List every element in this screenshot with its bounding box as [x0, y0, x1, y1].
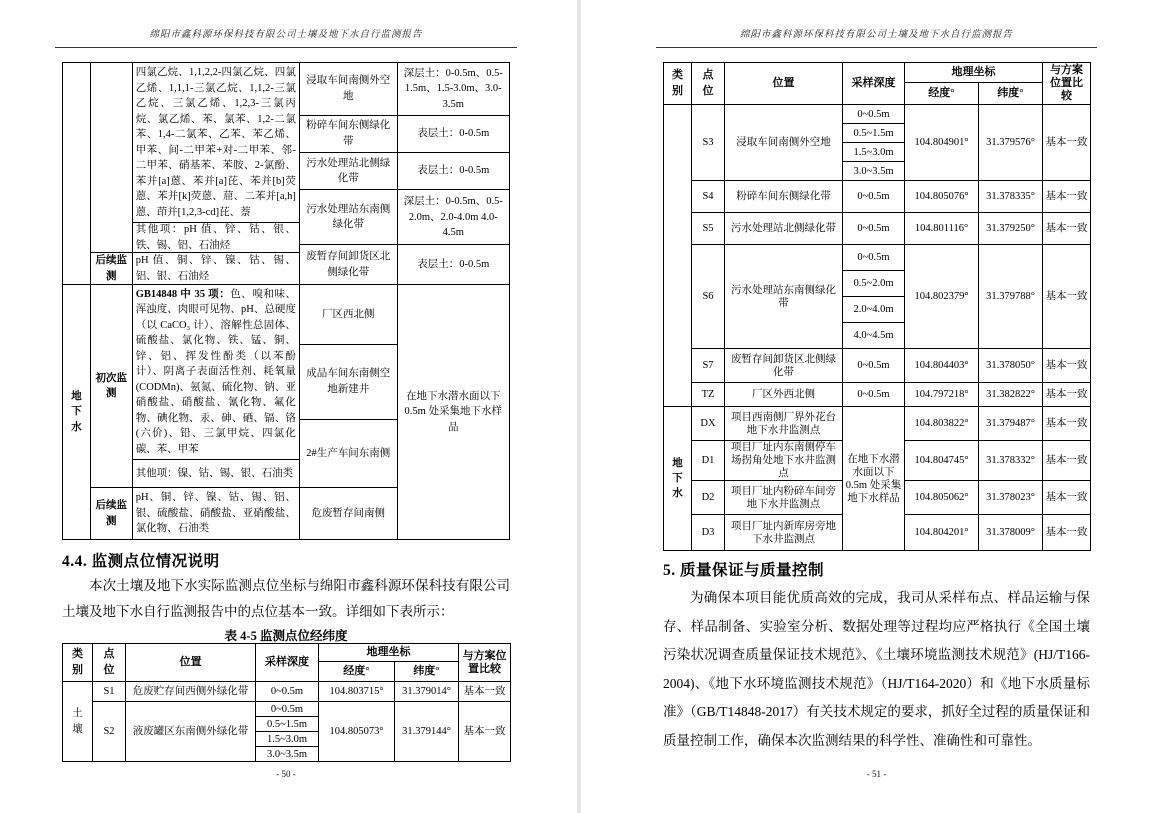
param-cell-gw-followup: pH、铜、锌、镍、钴、锡、铝、银、硫酸盐、硝酸盐、亚硝酸盐、氯化物、石油类 — [135, 492, 296, 535]
column-location — [300, 63, 398, 539]
table-row — [63, 682, 511, 702]
compare: 基本一致 — [459, 702, 511, 762]
depth: 0~0.5m — [843, 213, 905, 245]
header-location: 位置 — [725, 63, 843, 105]
location: 污水处理站东南侧绿化带 — [725, 245, 843, 349]
point-id: S4 — [692, 181, 725, 213]
longitude: 104.805076° — [905, 181, 979, 213]
depth: 2.0~4.0m — [843, 297, 905, 323]
point-id: DX — [692, 407, 725, 441]
param-cell-gw-other: 其他项：镍、钴、锡、银、石油类 — [133, 460, 299, 488]
header-depth: 采样深度 — [256, 644, 319, 682]
page-number: - 51 - — [866, 769, 887, 779]
location: 厂区外西北侧 — [725, 383, 843, 407]
latitude: 31.378050° — [979, 349, 1043, 383]
longitude: 104.805073° — [319, 702, 395, 762]
column-depth — [398, 63, 510, 539]
compare: 基本一致 — [1043, 481, 1091, 515]
longitude: 104.801116° — [905, 213, 979, 245]
header-lat: 纬度° — [395, 662, 459, 682]
longitude: 104.804901° — [905, 105, 979, 181]
category-soil: 土壤 — [63, 682, 93, 762]
compare: 基本一致 — [1043, 383, 1091, 407]
header-point: 点位 — [692, 63, 725, 105]
table-header-row — [664, 63, 1091, 83]
latitude: 31.378023° — [979, 481, 1043, 515]
latitude: 31.379250° — [979, 213, 1043, 245]
compare: 基本一致 — [1043, 245, 1091, 349]
body-paragraph: 为确保本项目能优质高效的完成，我司从采样布点、样品运输与保存、样品制备、实验室分析、数据处理等过程均应严格执行《全国土壤污染状况调查质量保证技术规范》、《土壤环境监测技术规范》(HJ/T166-2004)、《地下水环境监测技术规范》（HJ/T164-2020）和《地下水质量标准》（GB/T14848-2017）有关技术规定的要求，抓好全过程的质量保证和质量控制工作，确保本次监测结果的科学性、准确性和可靠性。 — [663, 590, 1090, 748]
category-cell-groundwater: 地下水 — [71, 391, 82, 433]
body-paragraph: 本次土壤及地下水实际监测点位坐标与绵阳市鑫科源环保科技有限公司土壤及地下水自行监测报告中的点位基本一致。详细如下表所示： — [62, 578, 510, 619]
column-category — [63, 63, 91, 539]
header-geo: 地理坐标 — [905, 63, 1043, 83]
table-row — [664, 407, 1091, 441]
longitude: 104.803715° — [319, 682, 395, 702]
page-header-title: 绵阳市鑫科源环保科技有限公司土壤及地下水自行监测报告 — [55, 26, 517, 48]
location-cell: 2#生产车间东南侧 — [300, 420, 397, 489]
compare: 基本一致 — [1043, 181, 1091, 213]
depth-cell: 表层土：0-0.5m — [398, 245, 510, 285]
point-id: S1 — [93, 682, 126, 702]
header-geo: 地理坐标 — [319, 644, 459, 662]
depth: 3.0~3.5m — [843, 162, 905, 181]
header-depth: 采样深度 — [843, 63, 905, 105]
depth: 1.5~3.0m — [256, 732, 319, 747]
longitude: 104.805062° — [905, 481, 979, 515]
location-cell: 厂区西北侧 — [300, 285, 397, 345]
depth-cell: 表层土：0-0.5m — [398, 153, 510, 191]
location: 项目厂址内新库房旁地下水井监测点 — [725, 515, 843, 551]
param-cell-soil-voc: 四氯乙烷、1,1,2,2-四氯乙烷、四氯乙烯、1,1,1-三氯乙烷、1,1,2-三氯乙烷、三氯乙烯、1,2,3-三氯丙烷、氯乙烯、苯、氯苯、1,2-二氯苯、1,4-二氯苯、乙苯、苯乙烯、甲苯、间-二甲苯+对-二甲苯、邻-二甲苯、硝基苯、苯胺、2-氯酚、苯并[a]蒽、苯并[a]芘、苯并[b]荧蒽、苯并[k]荧蒽、䓛、二苯并[a,h]蒽、茚并[1,2,3-cd]芘、萘 — [133, 63, 299, 223]
compare: 基本一致 — [1043, 349, 1091, 383]
monitoring-scope-table — [62, 62, 510, 540]
location-cell: 粉碎车间东侧绿化带 — [300, 116, 397, 153]
depth-cell: 表层土：0-0.5m — [398, 116, 510, 153]
point-id: D2 — [692, 481, 725, 515]
depth: 0~0.5m — [843, 105, 905, 124]
compare: 基本一致 — [1043, 441, 1091, 481]
table-row — [664, 105, 1091, 124]
stage-cell-empty — [91, 63, 132, 253]
table-row — [664, 245, 1091, 271]
category-groundwater: 地下水 — [664, 407, 692, 551]
latitude: 31.379144° — [395, 702, 459, 762]
longitude: 104.804745° — [905, 441, 979, 481]
point-id: TZ — [692, 383, 725, 407]
table-row — [664, 181, 1091, 213]
category-cell-empty — [63, 63, 90, 285]
table-header-row — [63, 644, 511, 662]
gb-standard-label: GB14848 中 35 项： — [135, 288, 231, 300]
header-compare: 与方案位置比较 — [1043, 63, 1091, 105]
point-id: S7 — [692, 349, 725, 383]
depth-cell-gw-note: 在地下水潜水面以下 0.5m 处采集地下水样品 — [404, 390, 502, 433]
depth-cell: 深层土：0-0.5m、0.5-1.5m、1.5-3.0m、3.0-3.5m — [398, 63, 510, 116]
location-cell: 危废暂存间南侧 — [311, 507, 385, 519]
coords-table-left — [62, 643, 511, 762]
location: 项目西南侧厂界外花台地下水井监测点 — [725, 407, 843, 441]
depth: 0~0.5m — [256, 682, 319, 702]
longitude: 104.797218° — [905, 383, 979, 407]
location-cell: 成品车间东南侧空地新建井 — [300, 345, 397, 420]
depth: 1.5~3.0m — [843, 143, 905, 162]
location: 液废罐区东南侧外绿化带 — [126, 702, 256, 762]
header-category: 类别 — [664, 63, 692, 105]
latitude: 31.378332° — [979, 441, 1043, 481]
table-row — [664, 383, 1091, 407]
depth: 0.5~1.5m — [843, 124, 905, 143]
coords-table-right — [663, 62, 1091, 551]
depth: 0~0.5m — [843, 245, 905, 271]
location: 废暂存间卸货区北侧绿化带 — [725, 349, 843, 383]
stage-cell-followup-gw: 后续监测 — [95, 500, 128, 527]
point-id: D3 — [692, 515, 725, 551]
location: 浸取车间南侧外空地 — [725, 105, 843, 181]
depth-cell: 深层土：0-0.5m、0.5-2.0m、2.0-4.0m 4.0-4.5m — [398, 190, 510, 245]
header-lng: 经度° — [319, 662, 395, 682]
param-cell-soil-followup: pH 值、铜、锌、镍、钴、锡、铝、银、石油烃 — [133, 253, 299, 285]
stage-cell-followup-soil: 后续监测 — [91, 253, 132, 285]
depth-gw-note: 在地下水潜水面以下 0.5m 处采集地下水样品 — [843, 407, 905, 551]
depth: 3.0~3.5m — [256, 747, 319, 762]
header-lat: 纬度° — [979, 83, 1043, 105]
longitude: 104.803822° — [905, 407, 979, 441]
location: 粉碎车间东侧绿化带 — [725, 181, 843, 213]
depth: 0.5~1.5m — [256, 717, 319, 732]
report-page-right — [581, 0, 1151, 813]
page-number: - 50 - — [276, 769, 296, 779]
location: 项目厂址内东南侧停车场拐角处地下水井监测点 — [725, 441, 843, 481]
location: 污水处理站北侧绿化带 — [725, 213, 843, 245]
latitude: 31.382822° — [979, 383, 1043, 407]
table-row — [63, 702, 511, 717]
location-cell: 浸取车间南侧外空地 — [300, 63, 397, 116]
location: 危废贮存间西侧外绿化带 — [126, 682, 256, 702]
param-cell-soil-other: 其他项：pH 值、锌、钴、银、铁、锡、铝、石油烃 — [133, 223, 299, 253]
column-parameters — [133, 63, 300, 539]
page-header-title: 绵阳市鑫科源环保科技有限公司土壤及地下水自行监测报告 — [656, 26, 1097, 48]
header-category: 类别 — [63, 644, 93, 682]
latitude: 31.378009° — [979, 515, 1043, 551]
compare: 基本一致 — [1043, 105, 1091, 181]
longitude: 104.802379° — [905, 245, 979, 349]
header-lng: 经度° — [905, 83, 979, 105]
point-id: S2 — [93, 702, 126, 762]
table-row — [664, 213, 1091, 245]
table-caption: 表 4-5 监测点位经纬度 — [224, 629, 348, 643]
location-cell: 污水处理站北侧绿化带 — [300, 153, 397, 191]
point-id: S5 — [692, 213, 725, 245]
header-compare: 与方案位置比较 — [459, 644, 511, 682]
compare: 基本一致 — [459, 682, 511, 702]
longitude: 104.804403° — [905, 349, 979, 383]
location-cell: 废暂存间卸货区北侧绿化带 — [300, 245, 397, 285]
param-cell-gw-35: GB14848 中 35 项：色、嗅和味、浑浊度、肉眼可见物、pH、总硬度（以 CaCO₃ 计）、溶解性总固体、硫酸盐、氯化物、铁、锰、铜、锌、铝、挥发性酚类（以苯酚计）、阴离子表面活性剂、耗氧量(CODMn)、氨氮、硫化物、钠、亚硝酸盐、硝酸盐、氰化物、氟化物、碘化物、汞、砷、硒、镉、铬(六价)、铅、三氯甲烷、四氯化碳、苯、甲苯 — [133, 285, 299, 460]
latitude: 31.379788° — [979, 245, 1043, 349]
compare: 基本一致 — [1043, 213, 1091, 245]
column-stage — [91, 63, 133, 539]
depth: 0~0.5m — [843, 383, 905, 407]
latitude: 31.379576° — [979, 105, 1043, 181]
latitude: 31.378335° — [979, 181, 1043, 213]
section-heading-5: 5. 质量保证与质量控制 — [663, 562, 825, 579]
point-id: D1 — [692, 441, 725, 481]
section-heading-44: 4.4. 监测点位情况说明 — [62, 553, 220, 570]
location: 项目厂址内粉碎车间旁地下水井监测点 — [725, 481, 843, 515]
depth: 4.0~4.5m — [843, 323, 905, 349]
compare: 基本一致 — [1043, 407, 1091, 441]
depth: 0~0.5m — [256, 702, 319, 717]
category-soil-cont — [664, 105, 692, 407]
point-id: S3 — [692, 105, 725, 181]
stage-cell-initial: 初次监测 — [91, 285, 132, 488]
depth: 0~0.5m — [843, 349, 905, 383]
header-location: 位置 — [126, 644, 256, 682]
location-cell: 污水处理站东南侧绿化带 — [300, 190, 397, 245]
point-id: S6 — [692, 245, 725, 349]
latitude: 31.379487° — [979, 407, 1043, 441]
compare: 基本一致 — [1043, 515, 1091, 551]
depth: 0~0.5m — [843, 181, 905, 213]
depth: 0.5~2.0m — [843, 271, 905, 297]
latitude: 31.379014° — [395, 682, 459, 702]
header-point: 点位 — [93, 644, 126, 682]
table-row — [664, 349, 1091, 383]
longitude: 104.804201° — [905, 515, 979, 551]
